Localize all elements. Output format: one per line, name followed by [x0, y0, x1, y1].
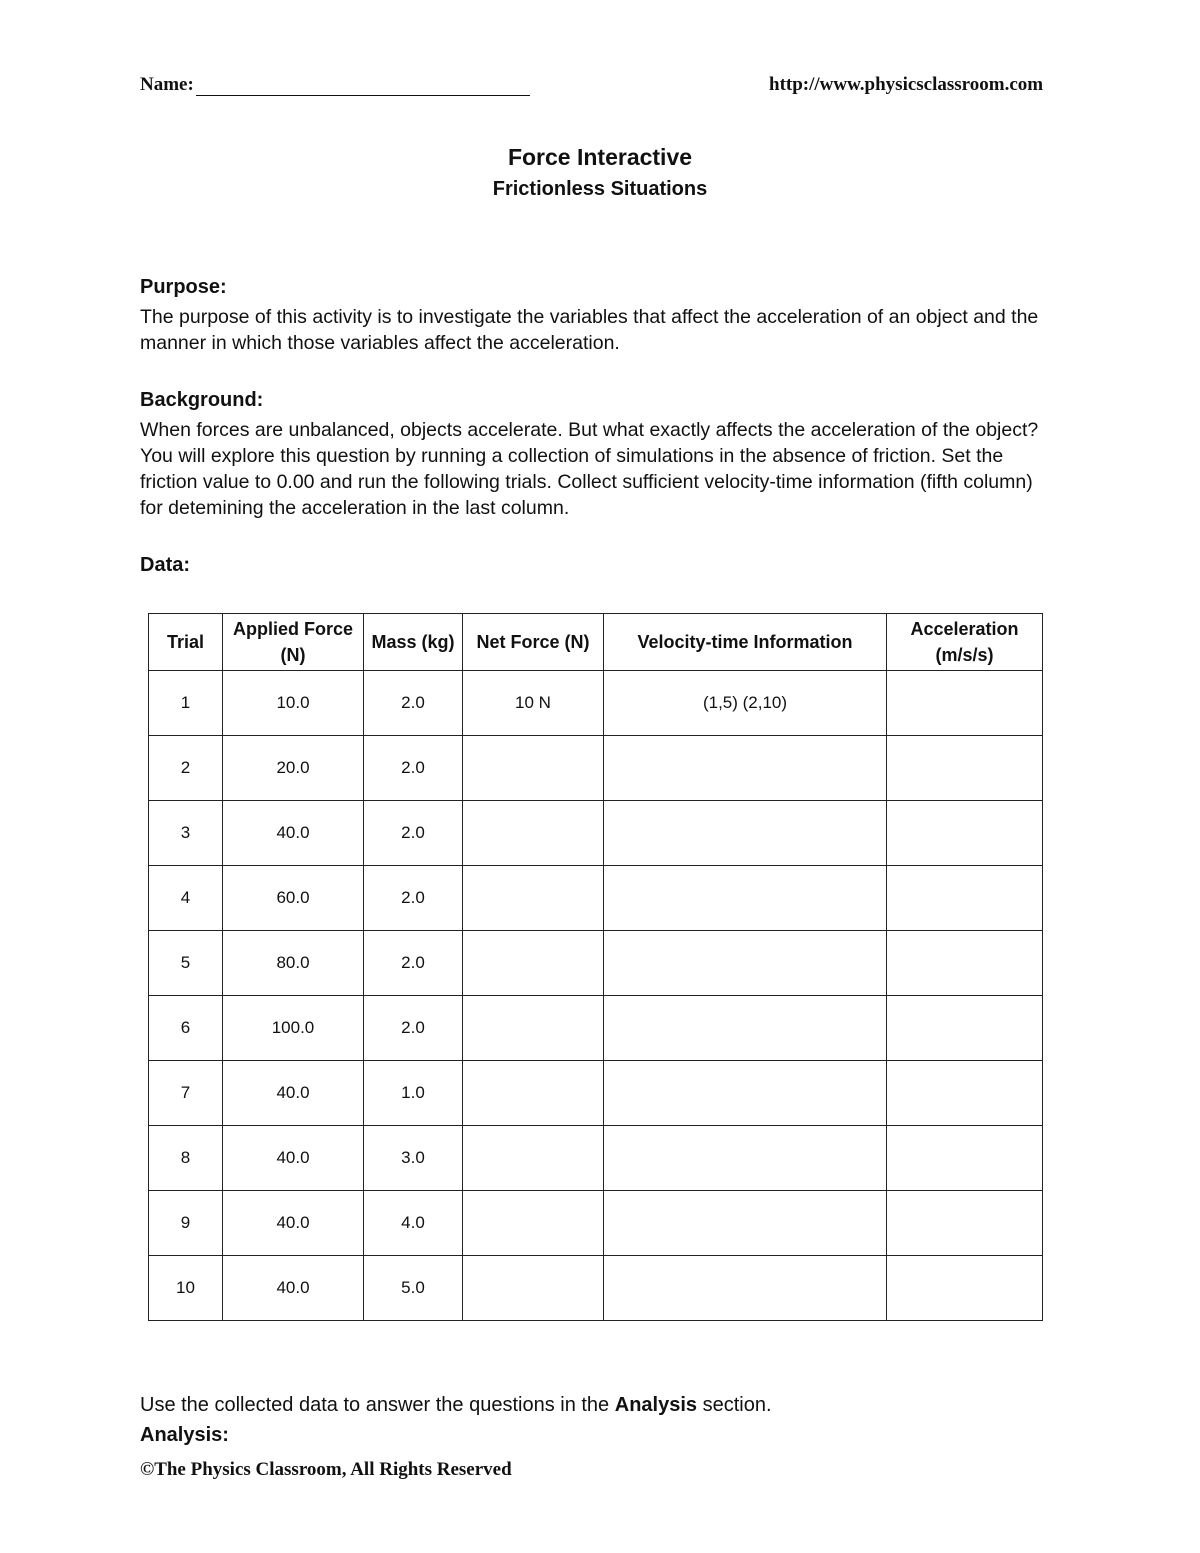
cell-net-force[interactable] [463, 736, 604, 801]
name-blank-line[interactable] [196, 75, 530, 96]
table-row [149, 931, 1043, 996]
cell-applied-force: 10.0 [223, 671, 364, 736]
cell-trial: 7 [149, 1061, 223, 1126]
closing-text-before: Use the collected data to answer the questions in the [140, 1394, 615, 1416]
copyright-footer: ©The Physics Classroom, All Rights Reserved [140, 1459, 512, 1480]
cell-acceleration[interactable] [887, 996, 1043, 1061]
header-trial: Trial [149, 614, 223, 671]
cell-velocity-time[interactable] [604, 996, 887, 1061]
analysis-heading: Analysis: [140, 1424, 229, 1446]
cell-mass: 3.0 [364, 1126, 463, 1191]
cell-trial: 3 [149, 801, 223, 866]
table-row [149, 866, 1043, 931]
background-heading: Background: [140, 389, 264, 411]
cell-acceleration[interactable] [887, 736, 1043, 801]
cell-applied-force: 80.0 [223, 931, 364, 996]
cell-net-force[interactable] [463, 1126, 604, 1191]
name-field[interactable] [140, 74, 530, 96]
cell-mass: 4.0 [364, 1191, 463, 1256]
cell-net-force[interactable]: 10 N [463, 671, 604, 736]
cell-mass: 2.0 [364, 736, 463, 801]
cell-trial: 2 [149, 736, 223, 801]
cell-net-force[interactable] [463, 801, 604, 866]
cell-velocity-time[interactable] [604, 801, 887, 866]
cell-mass: 2.0 [364, 996, 463, 1061]
cell-applied-force: 60.0 [223, 866, 364, 931]
cell-velocity-time[interactable] [604, 1191, 887, 1256]
header-acceleration: Acceleration (m/s/s) [887, 614, 1043, 671]
cell-acceleration[interactable] [887, 1191, 1043, 1256]
background-text: When forces are unbalanced, objects accelerate. But what exactly affects the acceleration of the object? You will explore this question by running a collection of simulations in the absence of friction. Set the friction value to 0.00 and run the following trials. Collect sufficient velocity-time information (fifth column) for detemining the acceleration in the last column. [140, 419, 1039, 519]
cell-net-force[interactable] [463, 1256, 604, 1321]
name-label: Name: [140, 74, 194, 95]
cell-trial: 10 [149, 1256, 223, 1321]
cell-velocity-time[interactable] [604, 866, 887, 931]
cell-acceleration[interactable] [887, 866, 1043, 931]
cell-velocity-time[interactable] [604, 1126, 887, 1191]
table-row [149, 1191, 1043, 1256]
cell-velocity-time[interactable] [604, 931, 887, 996]
cell-applied-force: 40.0 [223, 1126, 364, 1191]
cell-acceleration[interactable] [887, 1126, 1043, 1191]
cell-applied-force: 20.0 [223, 736, 364, 801]
cell-applied-force: 40.0 [223, 1256, 364, 1321]
purpose-heading: Purpose: [140, 276, 227, 298]
cell-mass: 2.0 [364, 801, 463, 866]
cell-acceleration[interactable] [887, 671, 1043, 736]
table-row [149, 1126, 1043, 1191]
cell-velocity-time[interactable] [604, 1061, 887, 1126]
cell-trial: 6 [149, 996, 223, 1061]
cell-mass: 2.0 [364, 866, 463, 931]
header-mass: Mass (kg) [364, 614, 463, 671]
data-table [148, 613, 1043, 1321]
cell-acceleration[interactable] [887, 931, 1043, 996]
cell-trial: 4 [149, 866, 223, 931]
header-net-force: Net Force (N) [463, 614, 604, 671]
cell-net-force[interactable] [463, 866, 604, 931]
cell-net-force[interactable] [463, 1191, 604, 1256]
cell-applied-force: 40.0 [223, 1191, 364, 1256]
closing-text-bold: Analysis [614, 1394, 698, 1416]
cell-trial: 8 [149, 1126, 223, 1191]
cell-acceleration[interactable] [887, 1061, 1043, 1126]
cell-mass: 1.0 [364, 1061, 463, 1126]
header-url[interactable]: http://www.physicsclassroom.com [769, 74, 1044, 95]
header-velocity-time: Velocity-time Information [604, 614, 887, 671]
table-header-row [149, 614, 1043, 671]
cell-velocity-time[interactable] [604, 1256, 887, 1321]
header-applied-force: Applied Force (N) [223, 614, 364, 671]
cell-net-force[interactable] [463, 931, 604, 996]
closing-text-after: section. [697, 1394, 772, 1416]
cell-applied-force: 100.0 [223, 996, 364, 1061]
cell-velocity-time[interactable] [604, 736, 887, 801]
table-row [149, 1061, 1043, 1126]
data-heading: Data: [140, 554, 191, 576]
page-title: Force Interactive [507, 144, 693, 170]
cell-acceleration[interactable] [887, 1256, 1043, 1321]
cell-applied-force: 40.0 [223, 801, 364, 866]
cell-trial: 9 [149, 1191, 223, 1256]
table-row [149, 671, 1043, 736]
cell-acceleration[interactable] [887, 801, 1043, 866]
cell-mass: 2.0 [364, 671, 463, 736]
cell-trial: 1 [149, 671, 223, 736]
table-row [149, 1256, 1043, 1321]
cell-mass: 2.0 [364, 931, 463, 996]
cell-mass: 5.0 [364, 1256, 463, 1321]
cell-velocity-time[interactable]: (1,5) (2,10) [604, 671, 887, 736]
cell-trial: 5 [149, 931, 223, 996]
table-row [149, 996, 1043, 1061]
table-row [149, 736, 1043, 801]
cell-applied-force: 40.0 [223, 1061, 364, 1126]
cell-net-force[interactable] [463, 1061, 604, 1126]
table-row [149, 801, 1043, 866]
closing-instruction [140, 1394, 772, 1417]
page-subtitle: Frictionless Situations [492, 178, 708, 200]
cell-net-force[interactable] [463, 996, 604, 1061]
purpose-text: The purpose of this activity is to investigate the variables that affect the acceleration of an object and the manner in which those variables affect the acceleration. [140, 306, 1039, 354]
